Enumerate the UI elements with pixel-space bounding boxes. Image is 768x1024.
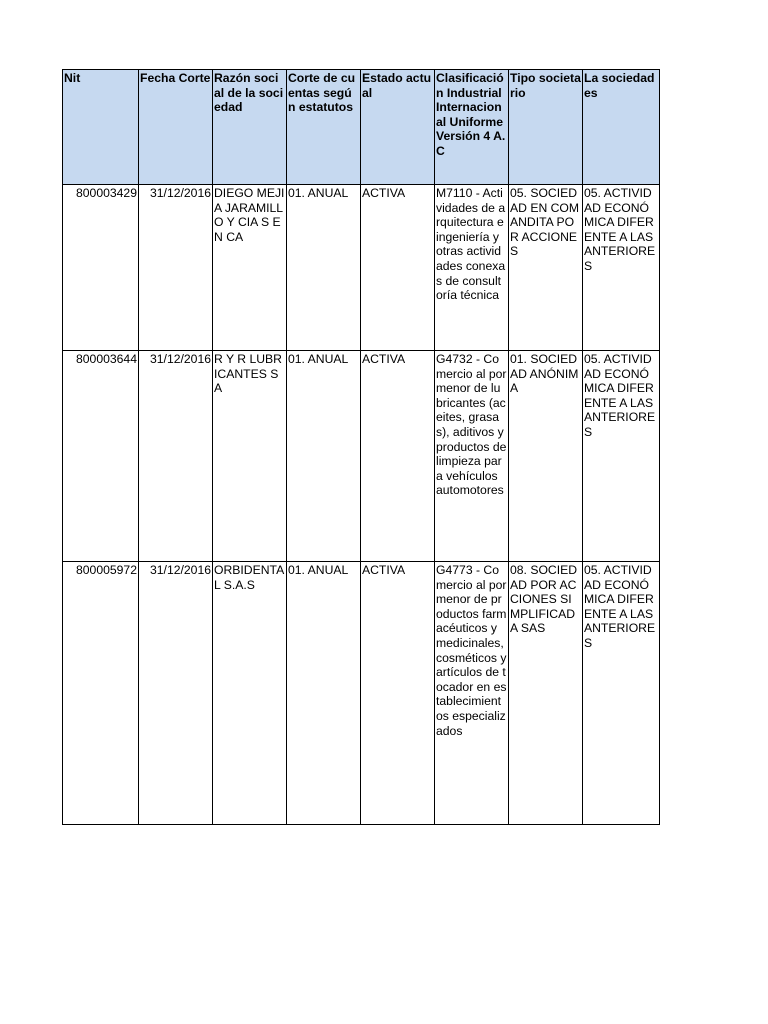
table-row xyxy=(63,351,660,562)
header-razon-social: Razón social de la sociedad xyxy=(213,70,287,185)
cell-corte-cuentas: 01. ANUAL xyxy=(287,185,361,351)
header-la-sociedad-es: La sociedad es xyxy=(583,70,660,185)
cell-fecha-corte: 31/12/2016 xyxy=(139,562,213,825)
cell-nit: 800005972 xyxy=(63,562,139,825)
cell-tipo-societario: 01. SOCIEDAD ANÓNIMA xyxy=(509,351,583,562)
cell-sociedad-es: 05. ACTIVIDAD ECONÓMICA DIFERENTE A LAS ANTERIORES xyxy=(583,562,660,825)
cell-razon-social: ORBIDENTAL S.A.S xyxy=(213,562,287,825)
header-fecha-corte: Fecha Corte xyxy=(139,70,213,185)
table-row xyxy=(63,562,660,825)
cell-ciiu: G4773 - Comercio al por menor de productos farmacéuticos y medicinales, cosméticos y artículos de tocador en establecimientos especializados xyxy=(435,562,509,825)
header-clasificacion-industrial: Clasificación Industrial Internacional Uniforme Versión 4 A.C xyxy=(435,70,509,185)
header-corte-cuentas: Corte de cuentas según estatutos xyxy=(287,70,361,185)
cell-estado: ACTIVA xyxy=(361,185,435,351)
cell-estado: ACTIVA xyxy=(361,562,435,825)
cell-fecha-corte: 31/12/2016 xyxy=(139,351,213,562)
cell-estado: ACTIVA xyxy=(361,351,435,562)
cell-tipo-societario: 05. SOCIEDAD EN COMANDITA POR ACCIONES xyxy=(509,185,583,351)
companies-table xyxy=(62,69,660,825)
cell-fecha-corte: 31/12/2016 xyxy=(139,185,213,351)
cell-ciiu: G4732 - Comercio al por menor de lubricantes (aceites, grasas), aditivos y productos de limpieza para vehículos automotores xyxy=(435,351,509,562)
cell-sociedad-es: 05. ACTIVIDAD ECONÓMICA DIFERENTE A LAS ANTERIORES xyxy=(583,185,660,351)
cell-nit: 800003644 xyxy=(63,351,139,562)
header-nit: Nit xyxy=(63,70,139,185)
cell-ciiu: M7110 - Actividades de arquitectura e ingeniería y otras actividades conexas de consultoría técnica xyxy=(435,185,509,351)
cell-razon-social: R Y R LUBRICANTES SA xyxy=(213,351,287,562)
cell-corte-cuentas: 01. ANUAL xyxy=(287,351,361,562)
cell-sociedad-es: 05. ACTIVIDAD ECONÓMICA DIFERENTE A LAS ANTERIORES xyxy=(583,351,660,562)
header-tipo-societario: Tipo societario xyxy=(509,70,583,185)
header-estado-actual: Estado actual xyxy=(361,70,435,185)
table-header-row xyxy=(63,70,660,185)
cell-corte-cuentas: 01. ANUAL xyxy=(287,562,361,825)
table-row xyxy=(63,185,660,351)
cell-razon-social: DIEGO MEJIA JARAMILLO Y CIA S EN CA xyxy=(213,185,287,351)
cell-tipo-societario: 08. SOCIEDAD POR ACCIONES SIMPLIFICADA SAS xyxy=(509,562,583,825)
cell-nit: 800003429 xyxy=(63,185,139,351)
